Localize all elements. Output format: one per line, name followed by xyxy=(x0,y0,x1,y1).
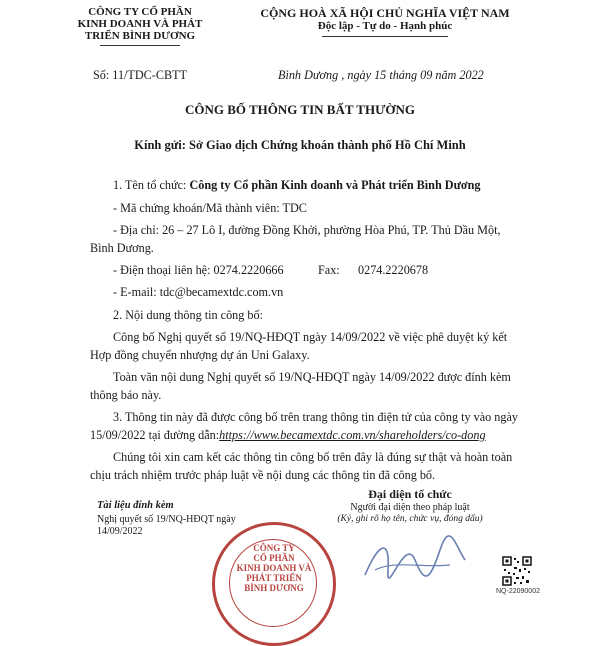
commitment-line-2: chịu trách nhiệm trước pháp luật về nội dung các thông tin đã công bố. xyxy=(90,468,436,482)
content-heading: 2. Nội dung thông tin công bố: xyxy=(113,308,263,322)
seal-text-line-3: KINH DOANH VÀ xyxy=(236,563,312,573)
seal-text-line-2: CỔ PHẦN xyxy=(253,553,295,563)
email-line: - E-mail: tdc@becamextdc.com.vn xyxy=(113,285,284,299)
paragraph-2-line-2: thông báo này. xyxy=(90,388,162,402)
signature-icon xyxy=(360,530,470,590)
seal-text-line-1: CÔNG TY xyxy=(253,543,295,553)
org-name-label: 1. Tên tổ chức: xyxy=(113,178,190,192)
representative-subtitle: Người đại diện theo pháp luật xyxy=(350,502,470,513)
motto-underline xyxy=(322,36,448,37)
attachment-item-line-2: 14/09/2022 xyxy=(97,526,143,537)
org-name: Công ty Cổ phần Kinh doanh và Phát triển Bình Dương xyxy=(189,178,481,192)
company-seal xyxy=(212,522,336,646)
paragraph-2-line-1: Toàn văn nội dung Nghị quyết số 19/NQ-HĐQT ngày 14/09/2022 được đính kèm xyxy=(113,370,511,384)
paragraph-3-text: 15/09/2022 tại đường dẫn: xyxy=(90,428,220,442)
seal-text-line-4: PHÁT TRIỂN xyxy=(246,573,302,583)
company-name-line-1: CÔNG TY CỔ PHẦN xyxy=(88,6,192,18)
fax-label: Fax: xyxy=(318,263,340,277)
commitment-line-1: Chúng tôi xin cam kết các thông tin công bố trên đây là đúng sự thật và hoàn toàn xyxy=(113,450,513,464)
attachment-item-line-1: Nghị quyết số 19/NQ-HĐQT ngày xyxy=(97,514,236,525)
company-underline xyxy=(100,45,180,46)
shareholder-link[interactable]: https://www.becamextdc.com.vn/shareholders/co-dong xyxy=(219,428,486,442)
document-title: CÔNG BỐ THÔNG TIN BẤT THƯỜNG xyxy=(184,102,416,117)
representative-title: Đại diện tổ chức xyxy=(368,487,452,501)
address-line-1: - Địa chỉ: 26 – 27 Lô I, đường Đồng Khởi, phường Hòa Phú, TP. Thủ Dầu Một, xyxy=(113,223,501,237)
attachments-label: Tài liệu đính kèm xyxy=(97,500,174,511)
company-name-line-2: KINH DOANH VÀ PHÁT xyxy=(77,18,203,30)
document-number: Số: 11/TDC-CBTT xyxy=(93,68,188,82)
place-and-date: Bình Dương , ngày 15 tháng 09 năm 2022 xyxy=(278,68,484,82)
paragraph-3-line-1: 3. Thông tin này đã được công bố trên trang thông tin điện tử của công ty vào ngày xyxy=(113,410,518,424)
company-name-line-3: TRIỂN BÌNH DƯƠNG xyxy=(84,30,196,42)
address-line-2: Bình Dương. xyxy=(90,241,154,255)
paragraph-3-line-2 xyxy=(90,428,486,442)
signature-note: (Ký, ghi rõ họ tên, chức vụ, đóng dấu) xyxy=(337,514,483,524)
seal-text-line-5: BÌNH DƯƠNG xyxy=(244,583,304,593)
qr-code-label: NQ-22090002 xyxy=(496,588,540,595)
org-name-line xyxy=(113,178,481,192)
national-motto: Độc lập - Tự do - Hạnh phúc xyxy=(317,20,453,32)
fax-value: 0274.2220678 xyxy=(358,263,429,277)
ticker-line: - Mã chứng khoán/Mã thành viên: TDC xyxy=(113,201,307,215)
recipient-line: Kính gửi: Sở Giao dịch Chứng khoán thành phố Hồ Chí Minh xyxy=(134,138,466,152)
phone-line: - Điện thoại liên hệ: 0274.2220666 xyxy=(113,263,284,277)
qr-code-icon xyxy=(502,556,532,586)
paragraph-1-line-1: Công bố Nghị quyết số 19/NQ-HĐQT ngày 14/09/2022 về việc phê duyệt ký kết xyxy=(113,330,508,344)
nation-title: CỘNG HOÀ XÃ HỘI CHỦ NGHĨA VIỆT NAM xyxy=(260,6,510,20)
paragraph-1-line-2: Hợp đồng chuyển nhượng dự án Uni Galaxy. xyxy=(90,348,310,362)
